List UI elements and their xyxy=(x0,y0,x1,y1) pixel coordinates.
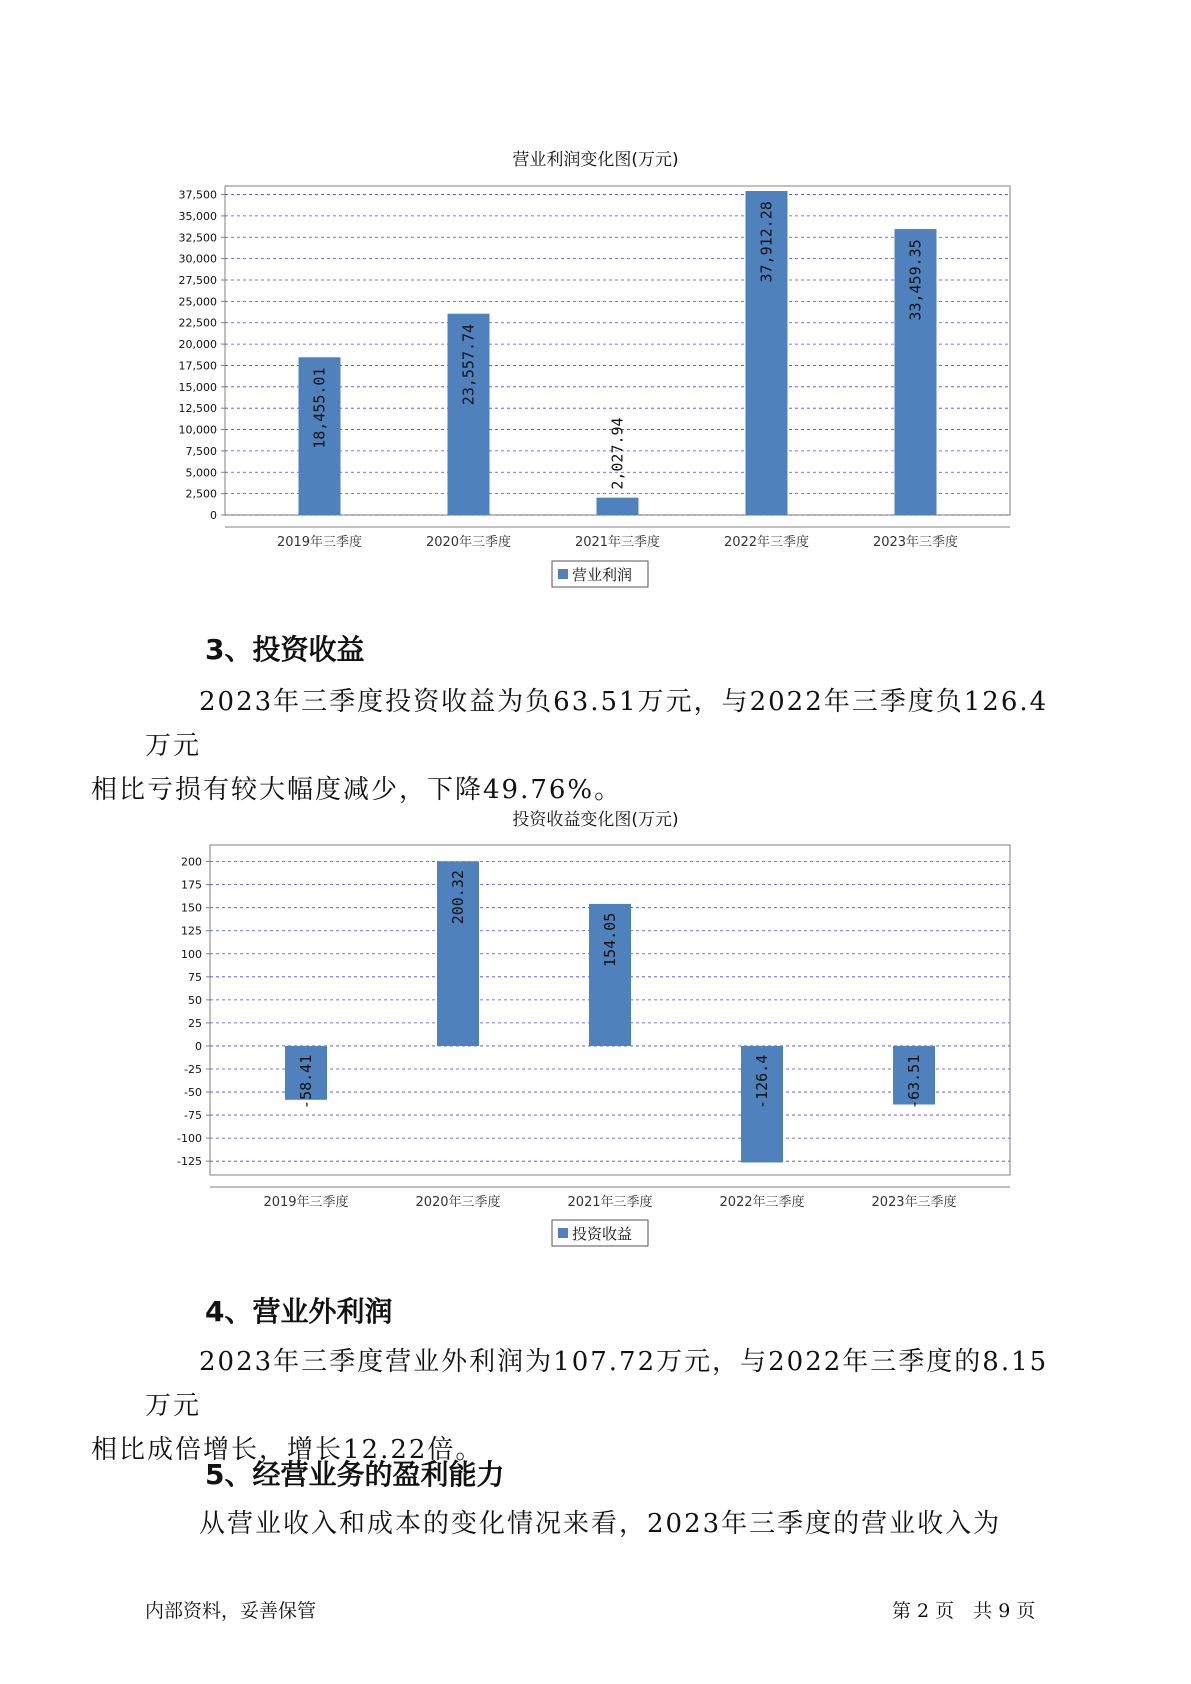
y-tick-label: 7,500 xyxy=(185,444,217,458)
data-label: 2,027.94 xyxy=(608,417,627,490)
data-label: 33,459.35 xyxy=(906,239,925,321)
y-tick-label: -25 xyxy=(184,1062,202,1076)
section-3-line-1: 2023年三季度投资收益为负63.51万元，与2022年三季度负126.4万元 xyxy=(145,687,1049,761)
data-label: -126.4 xyxy=(753,1054,771,1109)
footer-left: 内部资料，妥善保管 xyxy=(145,1600,317,1622)
y-tick-label: 35,000 xyxy=(178,209,217,223)
profit-chart-title: 营业利润变化图(万元) xyxy=(512,150,679,170)
data-label: -63.51 xyxy=(905,1054,923,1109)
section-4-line-1: 2023年三季度营业外利润为107.72万元，与2022年三季度的8.15万元 xyxy=(145,1347,1049,1421)
legend-label: 投资收益 xyxy=(572,1225,633,1243)
y-tick-label: 22,500 xyxy=(178,316,217,330)
y-tick-label: 125 xyxy=(181,924,202,938)
y-tick-label: 200 xyxy=(181,855,202,869)
data-label: 200.32 xyxy=(449,870,467,925)
section-4-line-2: 相比成倍增长，增长12.22倍。 xyxy=(91,1435,484,1465)
y-tick-label: 32,500 xyxy=(178,231,217,245)
x-category-label: 2021年三季度 xyxy=(574,535,661,550)
section-5-line-1: 从营业收入和成本的变化情况来看，2023年三季度的营业收入为 xyxy=(199,1509,1002,1539)
footer-page-number: 第 2 页 共 9 页 xyxy=(892,1600,1036,1622)
y-tick-label: 30,000 xyxy=(178,252,217,266)
y-tick-label: 0 xyxy=(195,1039,202,1053)
data-label: 154.05 xyxy=(601,912,619,967)
y-tick-label: 5,000 xyxy=(185,466,217,480)
y-tick-label: 150 xyxy=(181,901,202,915)
y-tick-label: 10,000 xyxy=(178,423,217,437)
y-tick-label: 17,500 xyxy=(178,359,217,373)
y-tick-label: 25,000 xyxy=(178,295,217,309)
data-label: -58.41 xyxy=(297,1054,315,1109)
y-tick-label: 27,500 xyxy=(178,274,217,287)
y-tick-label: -100 xyxy=(177,1132,202,1146)
data-label: 23,557.74 xyxy=(459,323,478,406)
data-label: 18,455.01 xyxy=(310,367,329,449)
x-category-label: 2022年三季度 xyxy=(723,535,810,550)
y-tick-label: -125 xyxy=(177,1155,202,1169)
y-tick-label: 2,500 xyxy=(185,487,217,501)
y-tick-label: 50 xyxy=(188,993,202,1007)
y-tick-label: 20,000 xyxy=(178,338,217,352)
invest-chart-title: 投资收益变化图(万元) xyxy=(512,810,679,830)
x-category-label: 2022年三季度 xyxy=(719,1195,805,1210)
section-3-heading: 3、投资收益 xyxy=(205,633,365,666)
section-4-heading: 4、营业外利润 xyxy=(205,1295,393,1328)
legend-swatch xyxy=(558,1228,568,1238)
data-label: 37,912.28 xyxy=(757,201,776,283)
x-category-label: 2023年三季度 xyxy=(872,535,959,550)
x-category-label: 2020年三季度 xyxy=(415,1195,501,1210)
y-tick-label: 12,500 xyxy=(178,402,217,416)
y-tick-label: 175 xyxy=(181,878,202,892)
section-5-heading: 5、经营业务的盈利能力 xyxy=(205,1458,505,1491)
legend-label: 营业利润 xyxy=(572,566,633,584)
y-tick-label: -50 xyxy=(184,1086,202,1100)
y-tick-label: 37,500 xyxy=(178,188,217,202)
y-tick-label: 100 xyxy=(181,947,202,961)
x-category-label: 2019年三季度 xyxy=(263,1195,349,1210)
x-category-label: 2023年三季度 xyxy=(871,1195,957,1210)
x-category-label: 2020年三季度 xyxy=(425,535,512,550)
section-3-line-2: 相比亏损有较大幅度减少，下降49.76%。 xyxy=(91,775,623,805)
y-tick-label: -75 xyxy=(184,1109,202,1123)
y-tick-label: 0 xyxy=(210,509,217,522)
y-tick-label: 15,000 xyxy=(178,380,217,394)
x-category-label: 2021年三季度 xyxy=(567,1195,653,1210)
x-category-label: 2019年三季度 xyxy=(276,535,363,550)
y-tick-label: 75 xyxy=(188,970,202,984)
section-5-paragraph xyxy=(145,1502,1050,1546)
y-tick-label: 25 xyxy=(188,1016,202,1030)
